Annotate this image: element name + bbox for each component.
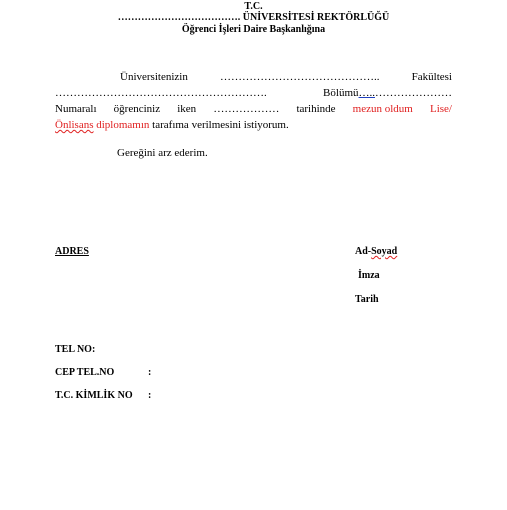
mobile-phone-colon: : [148, 367, 152, 378]
faculty-blank: …………………………………….. [219, 71, 380, 83]
text-request-rest: tarafıma verilmesini istiyorum. [149, 119, 289, 131]
header-tc: T.C. [244, 1, 263, 12]
header-office: Öğrenci İşleri Daire Başkanlığına [181, 24, 326, 35]
university-blank: ………………………………. [117, 12, 241, 23]
text-universitenizin: Üniversitenizin [120, 71, 188, 83]
signature-label: İmza [358, 270, 380, 281]
department-blank: …………………………………………………. [55, 87, 267, 99]
paragraph-line-1 [120, 71, 452, 83]
closing-text: Gereğini arz ederim. [117, 147, 208, 159]
paragraph-line-2 [55, 87, 452, 99]
text-bolumu: Bölümü…..………………… [323, 87, 452, 99]
bolumu-blank: ….. [358, 87, 375, 99]
university-rectorate: ÜNİVERSİTESİ REKTÖRLÜĞÜ [240, 12, 390, 23]
id-number-colon: : [148, 390, 152, 401]
text-fakultesi: Fakültesi [411, 71, 452, 83]
id-number-label: T.C. KİMLİK NO [55, 390, 133, 401]
phone-label: TEL NO: [55, 344, 96, 355]
number-blank: ………………… [375, 87, 452, 99]
date-label: Tarih [355, 294, 379, 305]
text-lise: Lise/ [429, 103, 452, 115]
text-mezun-oldum: mezun oldum [352, 103, 413, 115]
text-iken: iken [177, 103, 197, 115]
soyad-text: Soyad [371, 246, 398, 257]
paragraph-line-4 [55, 119, 289, 131]
date-blank: ……………… [213, 103, 280, 115]
address-label: ADRES [55, 246, 89, 257]
text-onlisans: Önlisans [55, 119, 94, 131]
text-tarihinde: tarihinde [296, 103, 336, 115]
paragraph-line-3 [55, 103, 452, 115]
name-surname-label: Ad-Soyad [355, 246, 398, 257]
text-numarali: Numaralı [55, 103, 97, 115]
text-diplomamin: diplomamın [93, 119, 150, 131]
text-ogrenciniz: öğrenciniz [113, 103, 161, 115]
header-university [0, 12, 507, 23]
mobile-phone-label: CEP TEL.NO [55, 367, 115, 378]
